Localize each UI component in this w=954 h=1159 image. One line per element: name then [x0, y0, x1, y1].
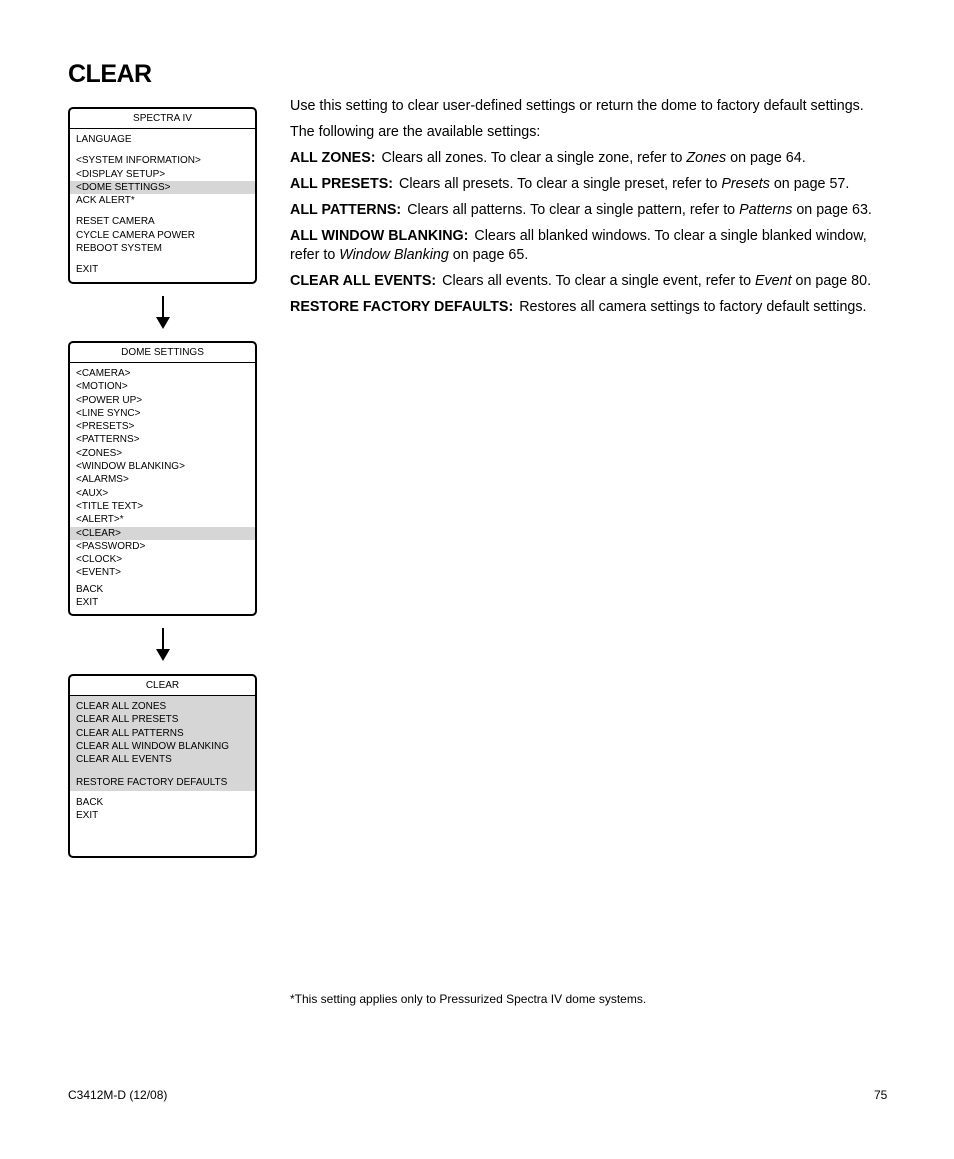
- setting-ref: Patterns: [739, 202, 793, 218]
- menu-item-language[interactable]: LANGUAGE: [76, 134, 132, 145]
- spectra-iv-menu: [68, 107, 257, 284]
- setting-term: ALL PATTERNS:: [290, 202, 402, 218]
- menu-item-restore-factory-defaults[interactable]: RESTORE FACTORY DEFAULTS: [76, 777, 228, 789]
- menu-item-dome-settings[interactable]: <DOME SETTINGS>: [70, 181, 255, 194]
- menu-item-event[interactable]: <EVENT>: [76, 567, 122, 579]
- setting-term: ALL PRESETS:: [290, 176, 394, 192]
- clear-options-group: [70, 696, 255, 791]
- down-arrow-icon: [156, 296, 170, 330]
- setting-desc: Clears all patterns. To clear a single pattern, refer to: [407, 202, 740, 218]
- menu-item-clear-all-events[interactable]: CLEAR ALL EVENTS: [76, 754, 172, 766]
- setting-desc: Clears all zones. To clear a single zone, refer to: [381, 150, 687, 166]
- menu-item-camera[interactable]: <CAMERA>: [76, 368, 131, 379]
- menu-item-password[interactable]: <PASSWORD>: [76, 540, 146, 552]
- setting-term: RESTORE FACTORY DEFAULTS:: [290, 299, 514, 315]
- lead-paragraph: The following are the available settings:: [290, 124, 541, 140]
- setting-all-window-blanking: [290, 227, 880, 265]
- menu-item-alert[interactable]: <ALERT>*: [76, 514, 124, 526]
- menu-item-clear-all-zones[interactable]: CLEAR ALL ZONES: [76, 701, 167, 712]
- setting-desc: Clears all presets. To clear a single preset, refer to: [399, 176, 722, 192]
- document-code: C3412M-D (12/08): [68, 1088, 168, 1102]
- setting-ref: Window Blanking: [339, 247, 449, 263]
- menu-item-exit[interactable]: EXIT: [76, 597, 99, 609]
- menu-title: DOME SETTINGS: [70, 343, 255, 363]
- clear-menu: [68, 674, 257, 858]
- footnote: *This setting applies only to Pressurized Spectra IV dome systems.: [290, 992, 647, 1006]
- menu-item-back[interactable]: BACK: [76, 583, 104, 595]
- menu-item-line-sync[interactable]: <LINE SYNC>: [76, 407, 141, 419]
- menu-item-clear[interactable]: <CLEAR>: [70, 527, 255, 540]
- setting-page: on page 65.: [448, 247, 529, 263]
- menu-item-title-text[interactable]: <TITLE TEXT>: [76, 500, 144, 512]
- menu-item-aux[interactable]: <AUX>: [76, 487, 109, 499]
- menu-item-clear-all-presets[interactable]: CLEAR ALL PRESETS: [76, 714, 179, 726]
- menu-item-reboot-system[interactable]: REBOOT SYSTEM: [76, 243, 162, 255]
- dome-settings-menu: [68, 341, 257, 616]
- menu-item-exit[interactable]: EXIT: [76, 264, 99, 276]
- setting-term: ALL WINDOW BLANKING:: [290, 228, 469, 244]
- setting-desc: Clears all blanked windows. To clear a single blanked window, refer to: [290, 228, 867, 263]
- page-number: 75: [874, 1088, 888, 1102]
- menu-item-clear-all-patterns[interactable]: CLEAR ALL PATTERNS: [76, 727, 184, 739]
- setting-ref: Presets: [721, 176, 770, 192]
- menu-item-system-information[interactable]: <SYSTEM INFORMATION>: [76, 155, 201, 167]
- menu-item-zones[interactable]: <ZONES>: [76, 447, 123, 459]
- setting-page: on page 64.: [726, 150, 806, 166]
- setting-restore-factory-defaults: [290, 298, 880, 317]
- setting-page: on page 63.: [792, 202, 872, 218]
- menu-item-ack-alert[interactable]: ACK ALERT*: [76, 195, 135, 207]
- setting-term: CLEAR ALL EVENTS:: [290, 273, 437, 289]
- menu-item-exit[interactable]: EXIT: [76, 810, 99, 822]
- setting-term: ALL ZONES:: [290, 150, 376, 166]
- content-text: [290, 97, 880, 324]
- menu-item-clock[interactable]: <CLOCK>: [76, 554, 123, 566]
- down-arrow-icon: [156, 628, 170, 662]
- setting-all-presets: [290, 175, 880, 194]
- setting-clear-all-events: [290, 272, 880, 291]
- setting-desc: Restores all camera settings to factory default settings.: [519, 299, 867, 315]
- setting-page: on page 57.: [769, 176, 850, 192]
- intro-paragraph: Use this setting to clear user-defined settings or return the dome to factory default settings.: [290, 98, 864, 114]
- setting-page: on page 80.: [791, 273, 872, 289]
- page-title: CLEAR: [68, 60, 152, 88]
- menu-item-alarms[interactable]: <ALARMS>: [76, 474, 129, 486]
- menu-title: SPECTRA IV: [70, 109, 255, 129]
- setting-ref: Event: [755, 273, 792, 289]
- menu-title: CLEAR: [70, 676, 255, 696]
- menu-item-clear-all-window-blanking[interactable]: CLEAR ALL WINDOW BLANKING: [76, 740, 229, 752]
- menu-item-patterns[interactable]: <PATTERNS>: [76, 434, 140, 446]
- menu-item-window-blanking[interactable]: <WINDOW BLANKING>: [76, 461, 185, 473]
- menu-item-power-up[interactable]: <POWER UP>: [76, 394, 143, 406]
- menu-item-reset-camera[interactable]: RESET CAMERA: [76, 216, 155, 228]
- setting-ref: Zones: [686, 150, 727, 166]
- setting-desc: Clears all events. To clear a single event, refer to: [442, 273, 755, 289]
- setting-all-zones: [290, 149, 880, 168]
- menu-item-back[interactable]: BACK: [76, 796, 104, 808]
- menu-item-cycle-camera-power[interactable]: CYCLE CAMERA POWER: [76, 229, 195, 241]
- menu-item-presets[interactable]: <PRESETS>: [76, 421, 135, 433]
- menu-item-motion[interactable]: <MOTION>: [76, 381, 128, 393]
- setting-all-patterns: [290, 201, 880, 220]
- menu-item-display-setup[interactable]: <DISPLAY SETUP>: [76, 168, 166, 180]
